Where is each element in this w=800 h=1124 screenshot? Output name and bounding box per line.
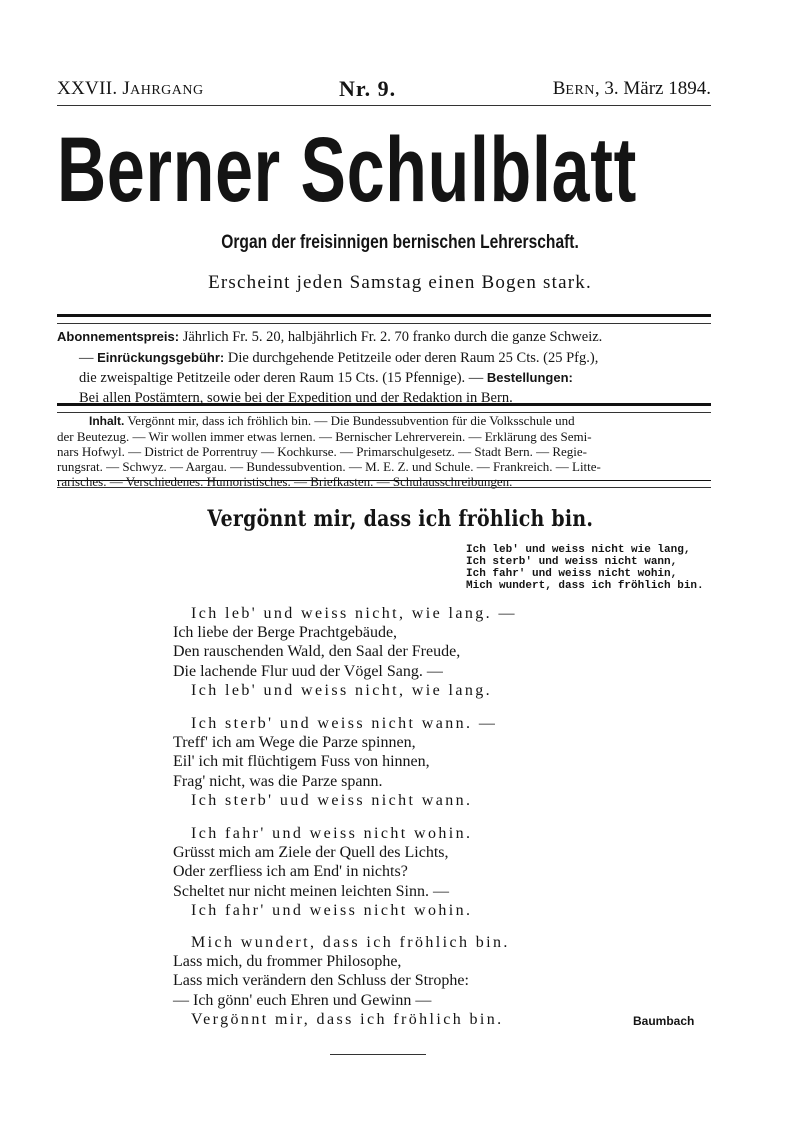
ad-fee-label: Einrückungsgebühr: (97, 349, 225, 365)
orders-label: Bestellungen: (486, 370, 573, 385)
newspaper-subtitle: Organ der freisinnigen bernischen Lehrerschaft. (221, 232, 579, 253)
table-of-contents: Inhalt. Vergönnt mir, dass ich fröhlich bin. — Die Bundessubvention für die Volksschule und der Beutezug. — Wir wollen immer etwas lernen. — Bernischer Lehrerverein. — Erklärung des Semi- nars Hofwyl. — District de Porrentruy — Kochkurse. — Primarschulgesetz. — Stadt Bern. — Regie- rungsrat. — Schwyz. — Aargau. — Bundessubvention. — M. E. Z. und Schule. — Frankreich. — Litte- rarisches. — Verschiedenes. Humoristisches. — Briefkasten. — Schulausschreibungen. (57, 413, 601, 489)
section-rule (57, 480, 711, 488)
poem-stanza: Mich wundert, dass ich fröhlich bin. Lass mich, du frommer Philosophe, Lass mich verändern den Schluss der Strophe: — Ich gönn' euch Ehren und Gewinn — Vergönnt mir, dass ich fröhlich bin. (173, 934, 510, 1028)
section-rule (57, 314, 711, 324)
poem-stanza: Ich sterb' und weiss nicht wann. — Treff' ich am Wege die Parze spinnen, Eil' ich mit flüchtigem Fuss von hinnen, Frag' nicht, was die Parze spann. Ich sterb' uud weiss nicht wann. (173, 715, 498, 809)
contents-label: Inhalt. (89, 414, 125, 428)
publication-frequency: Erscheint jeden Samstag einen Bogen stark. (208, 272, 592, 293)
poem-stanza: Ich leb' und weiss nicht, wie lang. — Ich liebe der Berge Prachtgebäude, Den rauschenden Wald, den Saal der Freude, Die lachende Flur uud der Vögel Sang. — Ich leb' und weiss nicht, wie lang. (173, 605, 517, 699)
issue-number: Nr. 9. (339, 76, 397, 101)
volume-label: XXVII. JAHRGANG (57, 78, 204, 99)
masthead-line (57, 78, 711, 100)
newspaper-title: Berner Schulblatt (57, 119, 638, 221)
masthead-rule (57, 105, 711, 106)
price-label: Abonnementspreis: (57, 329, 180, 344)
place-date: BERN, 3. März 1894. (552, 78, 711, 99)
end-rule (330, 1054, 426, 1055)
section-rule (57, 403, 711, 413)
poem-author: Baumbach (633, 1014, 695, 1028)
poem-stanza: Ich fahr' und weiss nicht wohin. Grüsst mich am Ziele der Quell des Lichts, Oder zerfliess ich am End' in nichts? Scheltet nur nicht meinen leichten Sinn. — Ich fahr' und weiss nicht wohin. (173, 825, 473, 919)
poem-title: Vergönnt mir, dass ich fröhlich bin. (207, 506, 593, 532)
subscription-info: Abonnementspreis: Jährlich Fr. 5. 20, halbjährlich Fr. 2. 70 franko durch die ganze Schweiz. — Einrückungsgebühr: Die durchgehende Petitzeile oder deren Raum 25 Cts. (25 Pfg.), die zweispaltige Petitzeile oder deren Raum 15 Cts. (15 Pfennige). — Bestellungen: Bei allen Postämtern, sowie bei der Expedition und der Redaktion in Bern. (57, 329, 603, 406)
poem-epigraph: Ich leb' und weiss nicht wie lang, Ich sterb' und weiss nicht wann, Ich fahr' und weiss nicht wohin, Mich wundert, dass ich fröhlich bin. (466, 544, 704, 592)
